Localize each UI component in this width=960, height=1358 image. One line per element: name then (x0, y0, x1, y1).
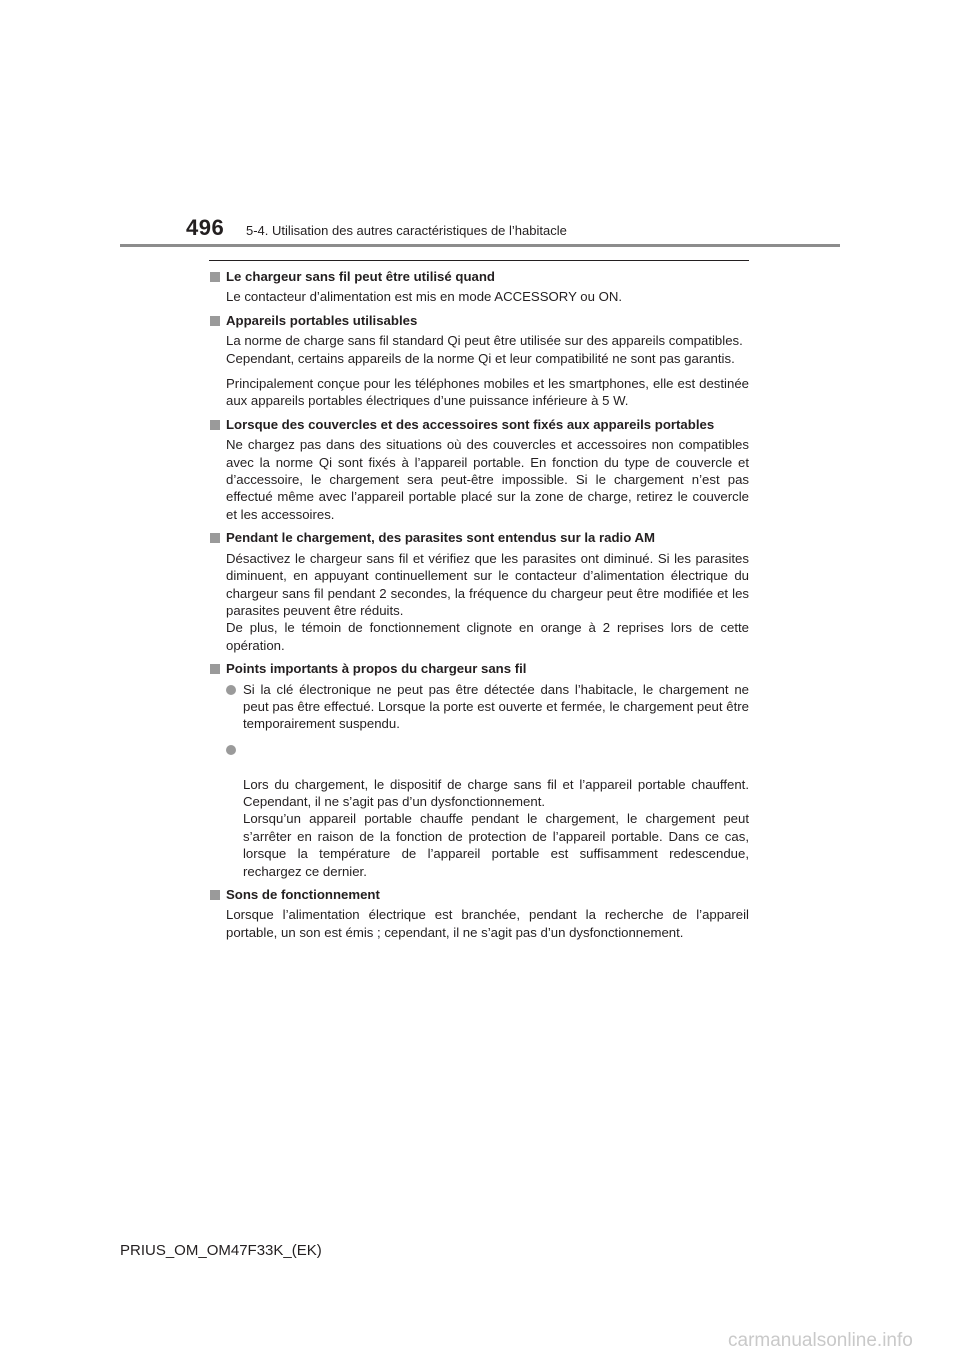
square-bullet-icon (210, 890, 220, 900)
section-heading: Lorsque des couvercles et des accessoires sont fixés aux appareils portables (209, 416, 749, 433)
section-heading: Points importants à propos du chargeur sans fil (209, 660, 749, 677)
page-number: 496 (186, 215, 225, 240)
document-id: PRIUS_OM_OM47F33K_(EK) (120, 1242, 322, 1259)
section-charger-usable (209, 268, 749, 306)
square-bullet-icon (210, 272, 220, 282)
paragraph: Désactivez le chargeur sans fil et vérifiez que les parasites ont diminué. Si les parasites diminuent, en appuyant continuellement sur le contacteur d’alimentation électrique du chargeur sans fil pendant 2 secondes, la fréquence du chargeur peut être modifiée et les parasites peuvent être réduits. De plus, le témoin de fonctionnement clignote en orange à 2 reprises lors de cette opération. (226, 550, 749, 653)
section-heading: Sons de fonctionnement (209, 886, 749, 903)
paragraph: Lorsque l’alimentation électrique est branchée, pendant la recherche de l’appareil portable, un son est émis ; cependant, il ne s’agit pas d’un dysfonctionnement. (226, 907, 749, 940)
bullet-item: Si la clé électronique ne peut pas être détectée dans l’habitacle, le chargement ne peut pas être effectué. Lorsque la porte est ouverte et fermée, le chargement peut être temporairement suspendu. (209, 681, 749, 733)
section-important-points (209, 660, 749, 880)
section-heading: Pendant le chargement, des parasites sont entendus sur la radio AM (209, 529, 749, 546)
watermark: carmanualsonline.info (728, 1330, 913, 1351)
section-am-radio-noise (209, 529, 749, 654)
header-divider (120, 244, 840, 247)
section-operation-sounds (209, 886, 749, 941)
section-heading: Appareils portables utilisables (209, 312, 749, 329)
paragraph: Ne chargez pas dans des situations où des couvercles et accessoires non compatibles avec la norme Qi sont fixés à l’appareil portable. En fonction du type de couvercle et d’accessoire, le chargement sera peut-être impossible. Si le chargement n’est pas effectué même avec l’appareil portable placé sur la zone de charge, retirez le couvercle et les accessoires. (226, 437, 749, 522)
round-bullet-icon (226, 685, 236, 695)
round-bullet-icon (226, 745, 236, 755)
paragraph: La norme de charge sans fil standard Qi peut être utilisée sur des appareils compatibles. Cependant, certains appareils de la norme Qi et leur compatibilité ne sont pas garantis. (226, 333, 743, 366)
page-content (209, 268, 749, 947)
bullet-item: Lors du chargement, le dispositif de charge sans fil et l’appareil portable chauffent. Cependant, il ne s’agit pas d’un dysfonctionnement. Lorsqu’un appareil portable chauffe pendant le chargement, le chargement peut s’arrêter en raison de la fonction de protection de l’appareil portable. Dans ce cas, lorsque la température de l’appareil portable est suffisamment redescendue, rechargez ce dernier. (209, 741, 749, 880)
content-divider (209, 260, 749, 261)
square-bullet-icon (210, 664, 220, 674)
section-title: 5-4. Utilisation des autres caractéristiques de l’habitacle (246, 223, 567, 238)
square-bullet-icon (210, 533, 220, 543)
square-bullet-icon (210, 420, 220, 430)
square-bullet-icon (210, 316, 220, 326)
section-usable-devices (209, 312, 749, 410)
section-covers-accessories (209, 416, 749, 523)
paragraph: Le contacteur d’alimentation est mis en mode ACCESSORY ou ON. (226, 289, 623, 305)
section-heading: Le chargeur sans fil peut être utilisé quand (209, 268, 749, 285)
paragraph: Principalement conçue pour les téléphones mobiles et les smartphones, elle est destinée aux appareils portables électriques d’une puissance inférieure à 5 W. (226, 376, 749, 409)
